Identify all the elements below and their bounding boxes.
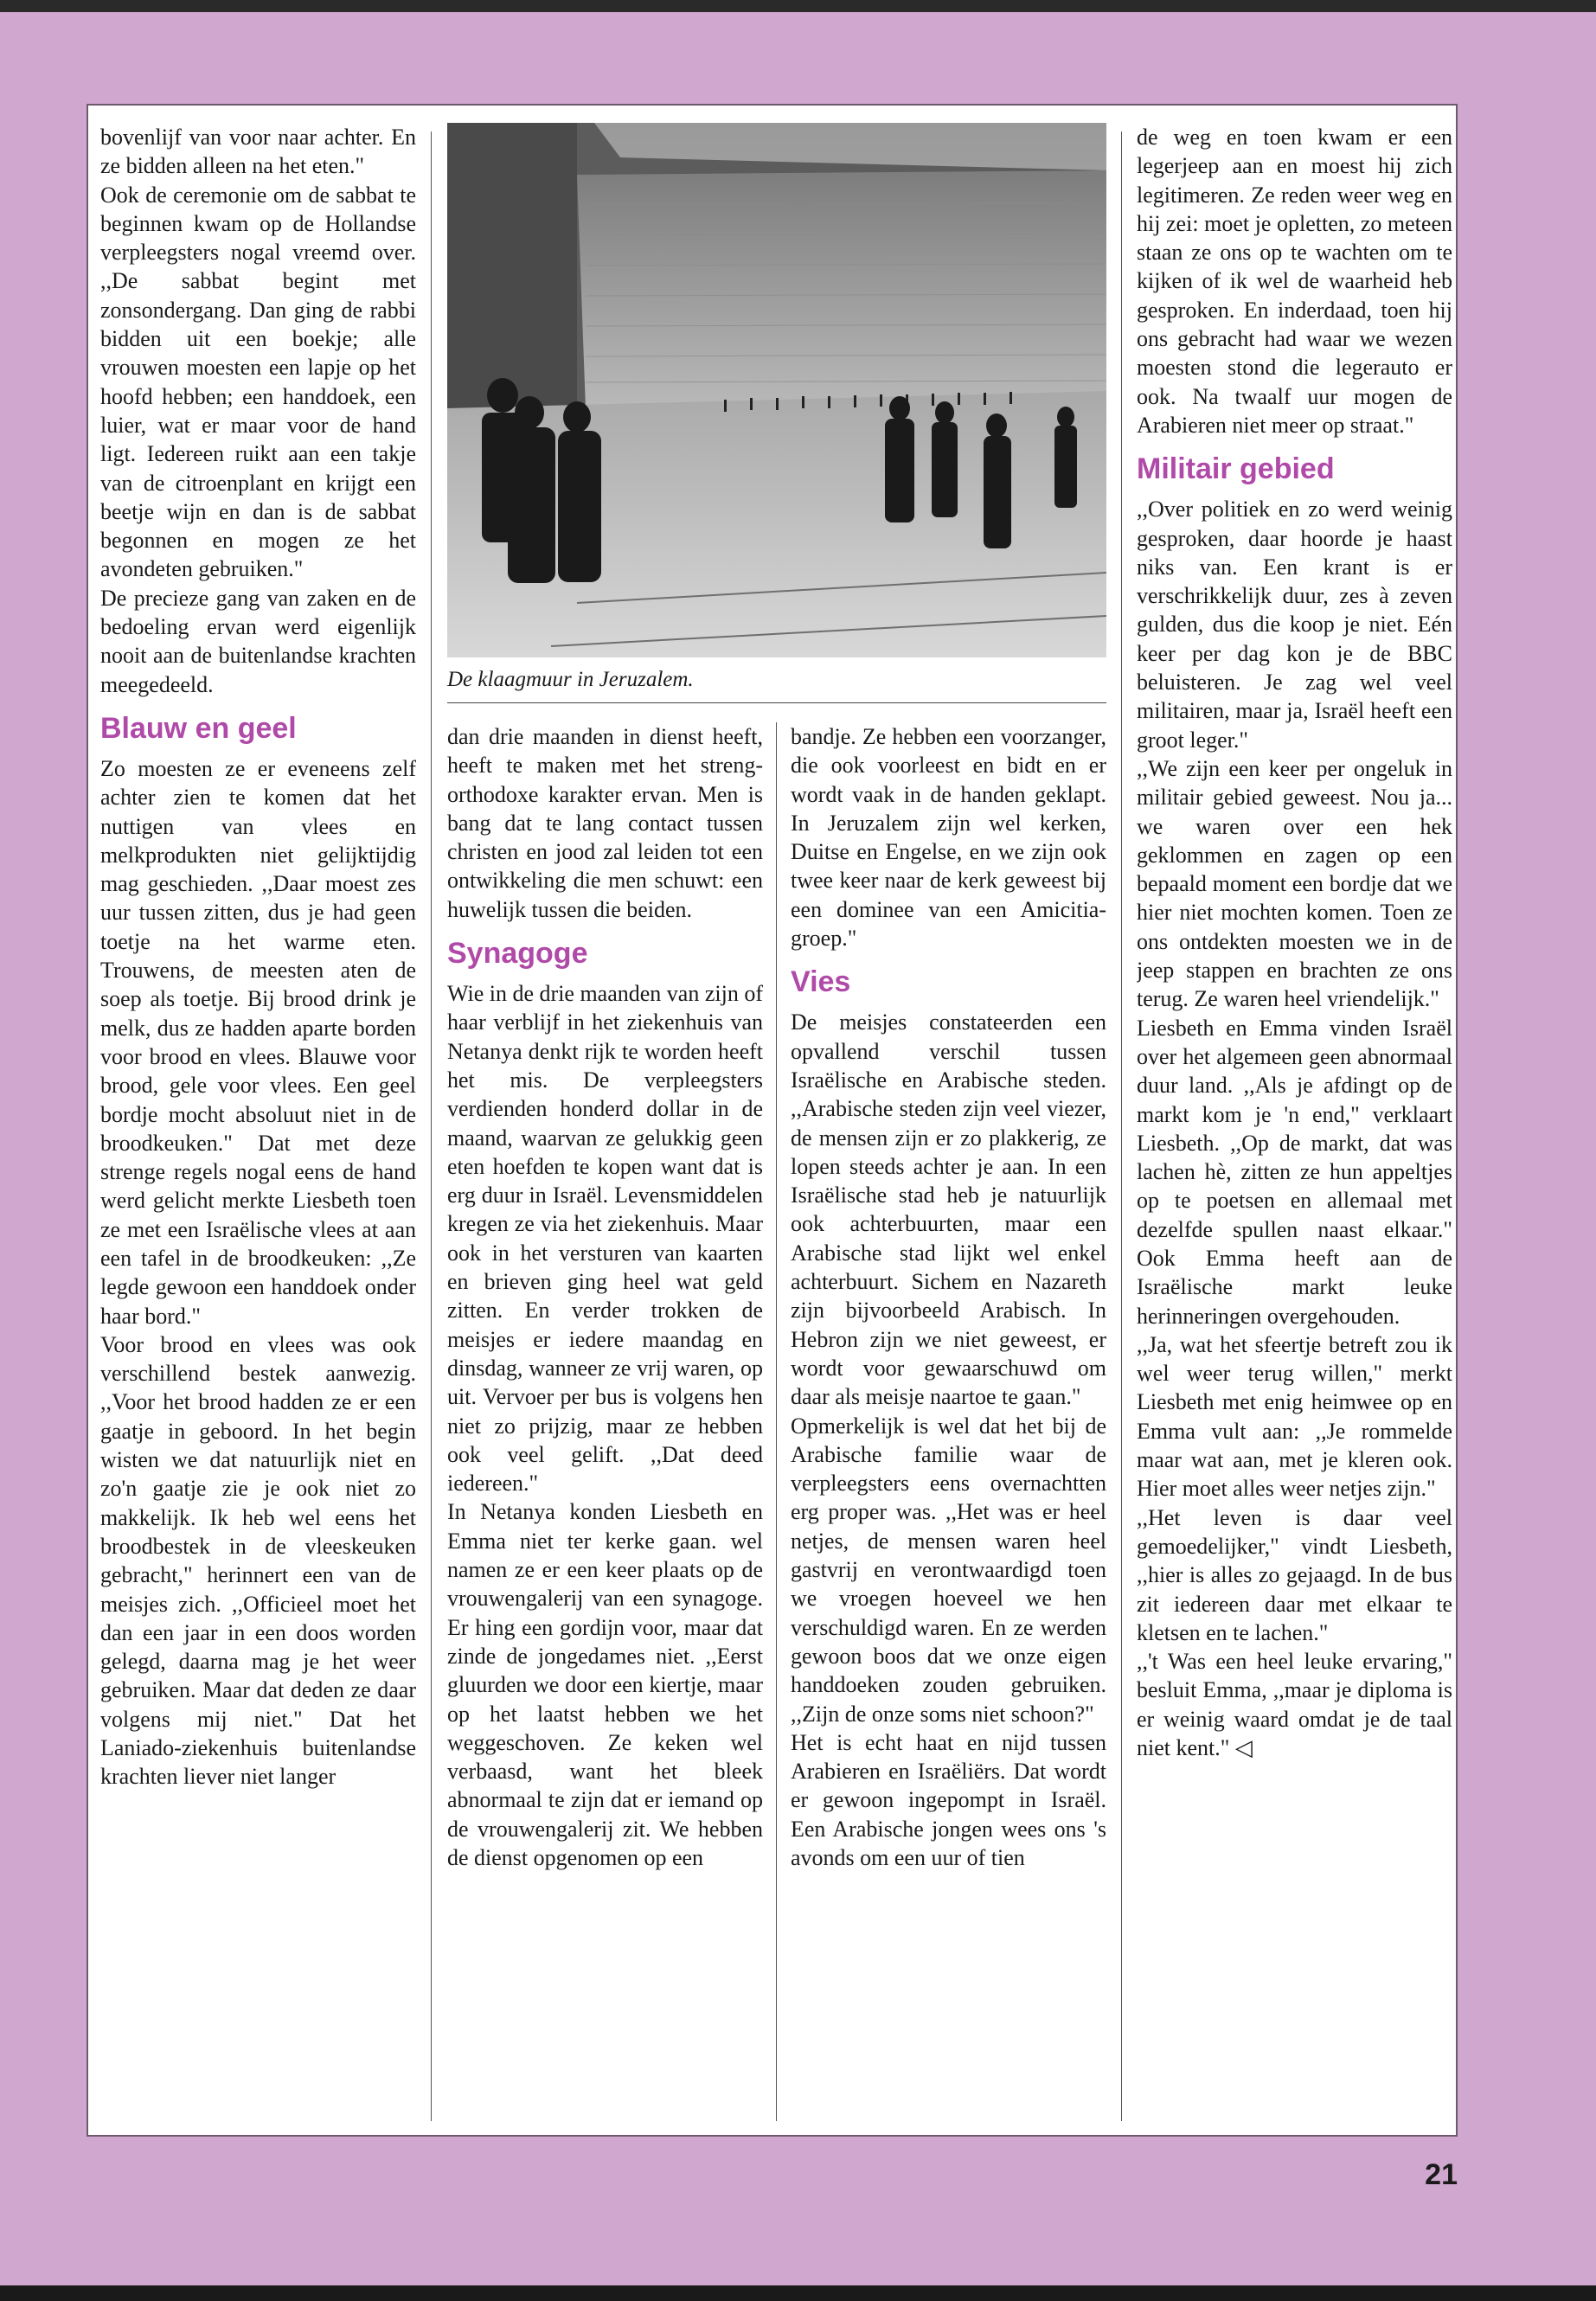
wailing-wall-photo bbox=[447, 123, 1106, 657]
paragraph: bovenlijf van voor naar achter. En ze bidden alleen na het eten." bbox=[100, 125, 416, 179]
paragraph: ,,Het leven is daar veel gemoedelijker," vindt Liesbeth, ,,hier is alles zo gejaagd. In de bus zit iedereen daar met elkaar te kletsen en te lachen." bbox=[1137, 1504, 1452, 1645]
paragraph: de weg en toen kwam er een legerjeep aan en moest hij zich legitimeren. Ze reden weer weg en hij zei: moet je opletten, zo meteen staan ze ons op te wachten om te kijken of ik wel de waarheid heb gesproken. En inderdaad, toen hij ons gebracht had waar we wezen moesten stond die legerauto er ook. Na twaalf uur mogen de Arabieren niet meer op straat." bbox=[1137, 125, 1452, 438]
column-divider bbox=[1121, 131, 1122, 2121]
paragraph: In Netanya konden Liesbeth en Emma niet ter kerke gaan. wel namen ze er een keer plaats op de vrouwengalerij van een synagoge. Er hing een gordijn voor, maar dat zinde de jongedames niet. ,,Eerst gluurden we door een kiertje, maar op het laatst hebben we het weggeschoven. Ze keken wel verbaasd, want het bleek abnormaal te zijn dat er iemand op de vrouwengalerij zit. We hebben de dienst opgenomen op een bbox=[447, 1499, 763, 1870]
paragraph: Wie in de drie maanden van zijn of haar verblijf in het ziekenhuis van Netanya denkt rijk te worden heeft het mis. De verpleegsters verdienden honderd dollar in de maand, waarvan ze gelukkig geen eten hoefden te kopen want dat is erg duur in Israël. Levensmiddelen kregen ze via het ziekenhuis. Maar ook in het versturen van kaarten en brieven ging heel wat geld zitten. En verder trokken de meisjes er iedere maandag en dinsdag, wanneer ze vrij waren, op uit. Vervoer per bus is volgens hen niet zo prijzig, maar ze hebben ook veel gelift. ,,Dat deed iedereen." bbox=[447, 981, 763, 1497]
heading-synagoge: Synagoge bbox=[447, 937, 588, 971]
scan-bottom-edge bbox=[0, 2285, 1596, 2301]
paragraph: De precieze gang van zaken en de bedoeling ervan werd eigenlijk nooit aan de buitenlandse krachten meegedeeld. bbox=[100, 585, 416, 697]
paragraph: Liesbeth en Emma vinden Israël over het algemeen geen abnormaal duur land. ,,Als je afdingt op de markt kom je 'n end," verklaart Liesbeth. ,,Op de markt, dat was lachen hè, zitten ze hun appeltjes op te poetsen en allemaal met dezelfde spullen naast elkaar." Ook Emma heeft aan de Israëlische markt leuke herinneringen overgehouden. bbox=[1137, 1015, 1452, 1329]
column-divider bbox=[776, 722, 777, 2121]
paragraph: ,,Over politiek en zo werd weinig gesproken, daar hoorde je haast niks van. Een krant is er verschrikkelijk duur, zes à zeven gulden, dus die koop je niet. Eén keer per dag kon je de BBC beluisteren. Je zag wel veel militairen, maar ja, Israël heeft een groot leger." bbox=[1137, 497, 1452, 753]
photo-caption: De klaagmuur in Jeruzalem. bbox=[447, 666, 1106, 703]
column-3 bbox=[791, 722, 1106, 2130]
page-number: 21 bbox=[1425, 2158, 1458, 2191]
article-panel bbox=[87, 104, 1458, 2137]
heading-blauw-en-geel: Blauw en geel bbox=[100, 711, 297, 745]
paragraph: Het is echt haat en nijd tussen Arabieren en Israëliërs. Dat wordt er gewoon ingepompt in Israël. Een Arabische jongen wees ons 's avonds om een uur of tien bbox=[791, 1729, 1106, 1870]
paragraph: Opmerkelijk is wel dat het bij de Arabische familie waar de verpleegsters eens overnachtten erg proper was. ,,Het was er heel netjes, de mensen waren heel gastvrij en verontwaardigd toen we vroegen hoeveel we hen verschuldigd waren. En ze werden gewoon boos dat we onze eigen handdoeken zouden gebruiken. ,,Zijn de onze soms niet schoon?" bbox=[791, 1413, 1106, 1727]
column-4 bbox=[1137, 123, 1452, 2130]
paragraph: ,,We zijn een keer per ongeluk in militair gebied geweest. Nou ja... we waren over een hek geklommen en zagen op een bepaald moment een bordje dat we hier niet mochten komen. Toen ze ons ontdekten moesten we in de jeep stappen en brachten ze ons terug. Ze waren heel vriendelijk." bbox=[1137, 755, 1452, 1012]
paragraph: Ook de ceremonie om de sabbat te beginnen kwam op de Hollandse verpleegsters nogal vreemd over. ,,De sabbat begint met zonsondergang. Dan ging de rabbi bidden uit een boekje; alle vrouwen moesten een lapje op het hoofd hebben; een handdoek, een luier, wat er maar voor de hand ligt. Iedereen ruikt aan een takje van de citroenplant en krijgt een beetje wijn en dan is de sabbat begonnen en mogen ze het avondeten gebruiken." bbox=[100, 182, 416, 582]
paragraph: ,,Ja, wat het sfeertje betreft zou ik wel weer terug willen," merkt Liesbeth met enig heimwee op en Emma vult aan: ,,Je rommelde maar wat aan, met je kleren ook. Hier moet alles weer netjes zijn." bbox=[1137, 1331, 1452, 1502]
column-divider bbox=[431, 131, 432, 2121]
heading-vies: Vies bbox=[791, 965, 851, 999]
paragraph: ,,'t Was een heel leuke ervaring," besluit Emma, ,,maar je diploma is er weinig waard omdat je de taal niet kent." ◁ bbox=[1137, 1649, 1452, 1761]
photo-block bbox=[447, 123, 1106, 703]
paragraph: De meisjes constateerden een opvallend verschil tussen Israëlische en Arabische steden. ,,Arabische steden zijn veel viezer, de mensen zijn er zo plakkerig, ze lopen steeds achter je aan. In een Israëlische stad heb je natuurlijk ook achterbuurten, maar een Arabische stad lijkt wel enkel achterbuurt. Sichem en Nazareth zijn bijvoorbeeld Arabisch. In Hebron zijn we niet geweest, er wordt voor gewaarschuwd om daar als meisje naartoe te gaan." bbox=[791, 1009, 1106, 1410]
scan-top-edge bbox=[0, 0, 1596, 12]
paragraph: Zo moesten ze er eveneens zelf achter zien te komen dat het nuttigen van vlees en melkprodukten niet gelijktijdig mag geschieden. ,,Daar moest zes uur tussen zitten, dus je had geen toetje na het warme eten. Trouwens, de meesten aten de soep als toetje. Bij brood drink je melk, dus ze hadden aparte borden voor brood en vlees. Blauwe voor brood, gele voor vlees. Een geel bordje mocht absoluut niet in de broodkeuken." Dat met deze strenge regels nogal eens de hand werd gelicht merkte Liesbeth toen ze met een Israëlische vlees at aan een tafel in de broodkeuken: ,,Ze legde gewoon een handdoek onder haar bord." bbox=[100, 755, 416, 1329]
paragraph: dan drie maanden in dienst heeft, heeft te maken met het streng-orthodoxe karakter ervan. Men is bang dat te lang contact tussen christen en jood zal leiden tot een ontwikkeling die men schuwt: een huwelijk tussen die beiden. bbox=[447, 724, 763, 922]
heading-militair-gebied: Militair gebied bbox=[1137, 452, 1335, 486]
column-1 bbox=[100, 123, 416, 2130]
paragraph: bandje. Ze hebben een voorzanger, die ook voorleest en bidt en er wordt vaak in de handen geklapt. In Jeruzalem zijn wel kerken, Duitse en Engelse, en we zijn ook twee keer naar de kerk geweest bij een dominee van een Amicitia-groep." bbox=[791, 724, 1106, 952]
column-2 bbox=[447, 722, 763, 2130]
paragraph: Voor brood en vlees was ook verschillend bestek aanwezig. ,,Voor het brood hadden ze er een gaatje in geboord. In het begin wisten we dat natuurlijk niet en zo'n gaatje zie je ook niet zo makkelijk. Ik heb wel eens het broodbestek in de vleeskeuken gebracht," herinnert een van de meisjes zich. ,,Officieel moet het dan een jaar in een doos worden gelegd, daarna mag je het weer gebruiken. Maar dat deden ze daar volgens mij niet." Dat het Laniado-ziekenhuis buitenlandse krachten liever niet langer bbox=[100, 1331, 416, 1790]
